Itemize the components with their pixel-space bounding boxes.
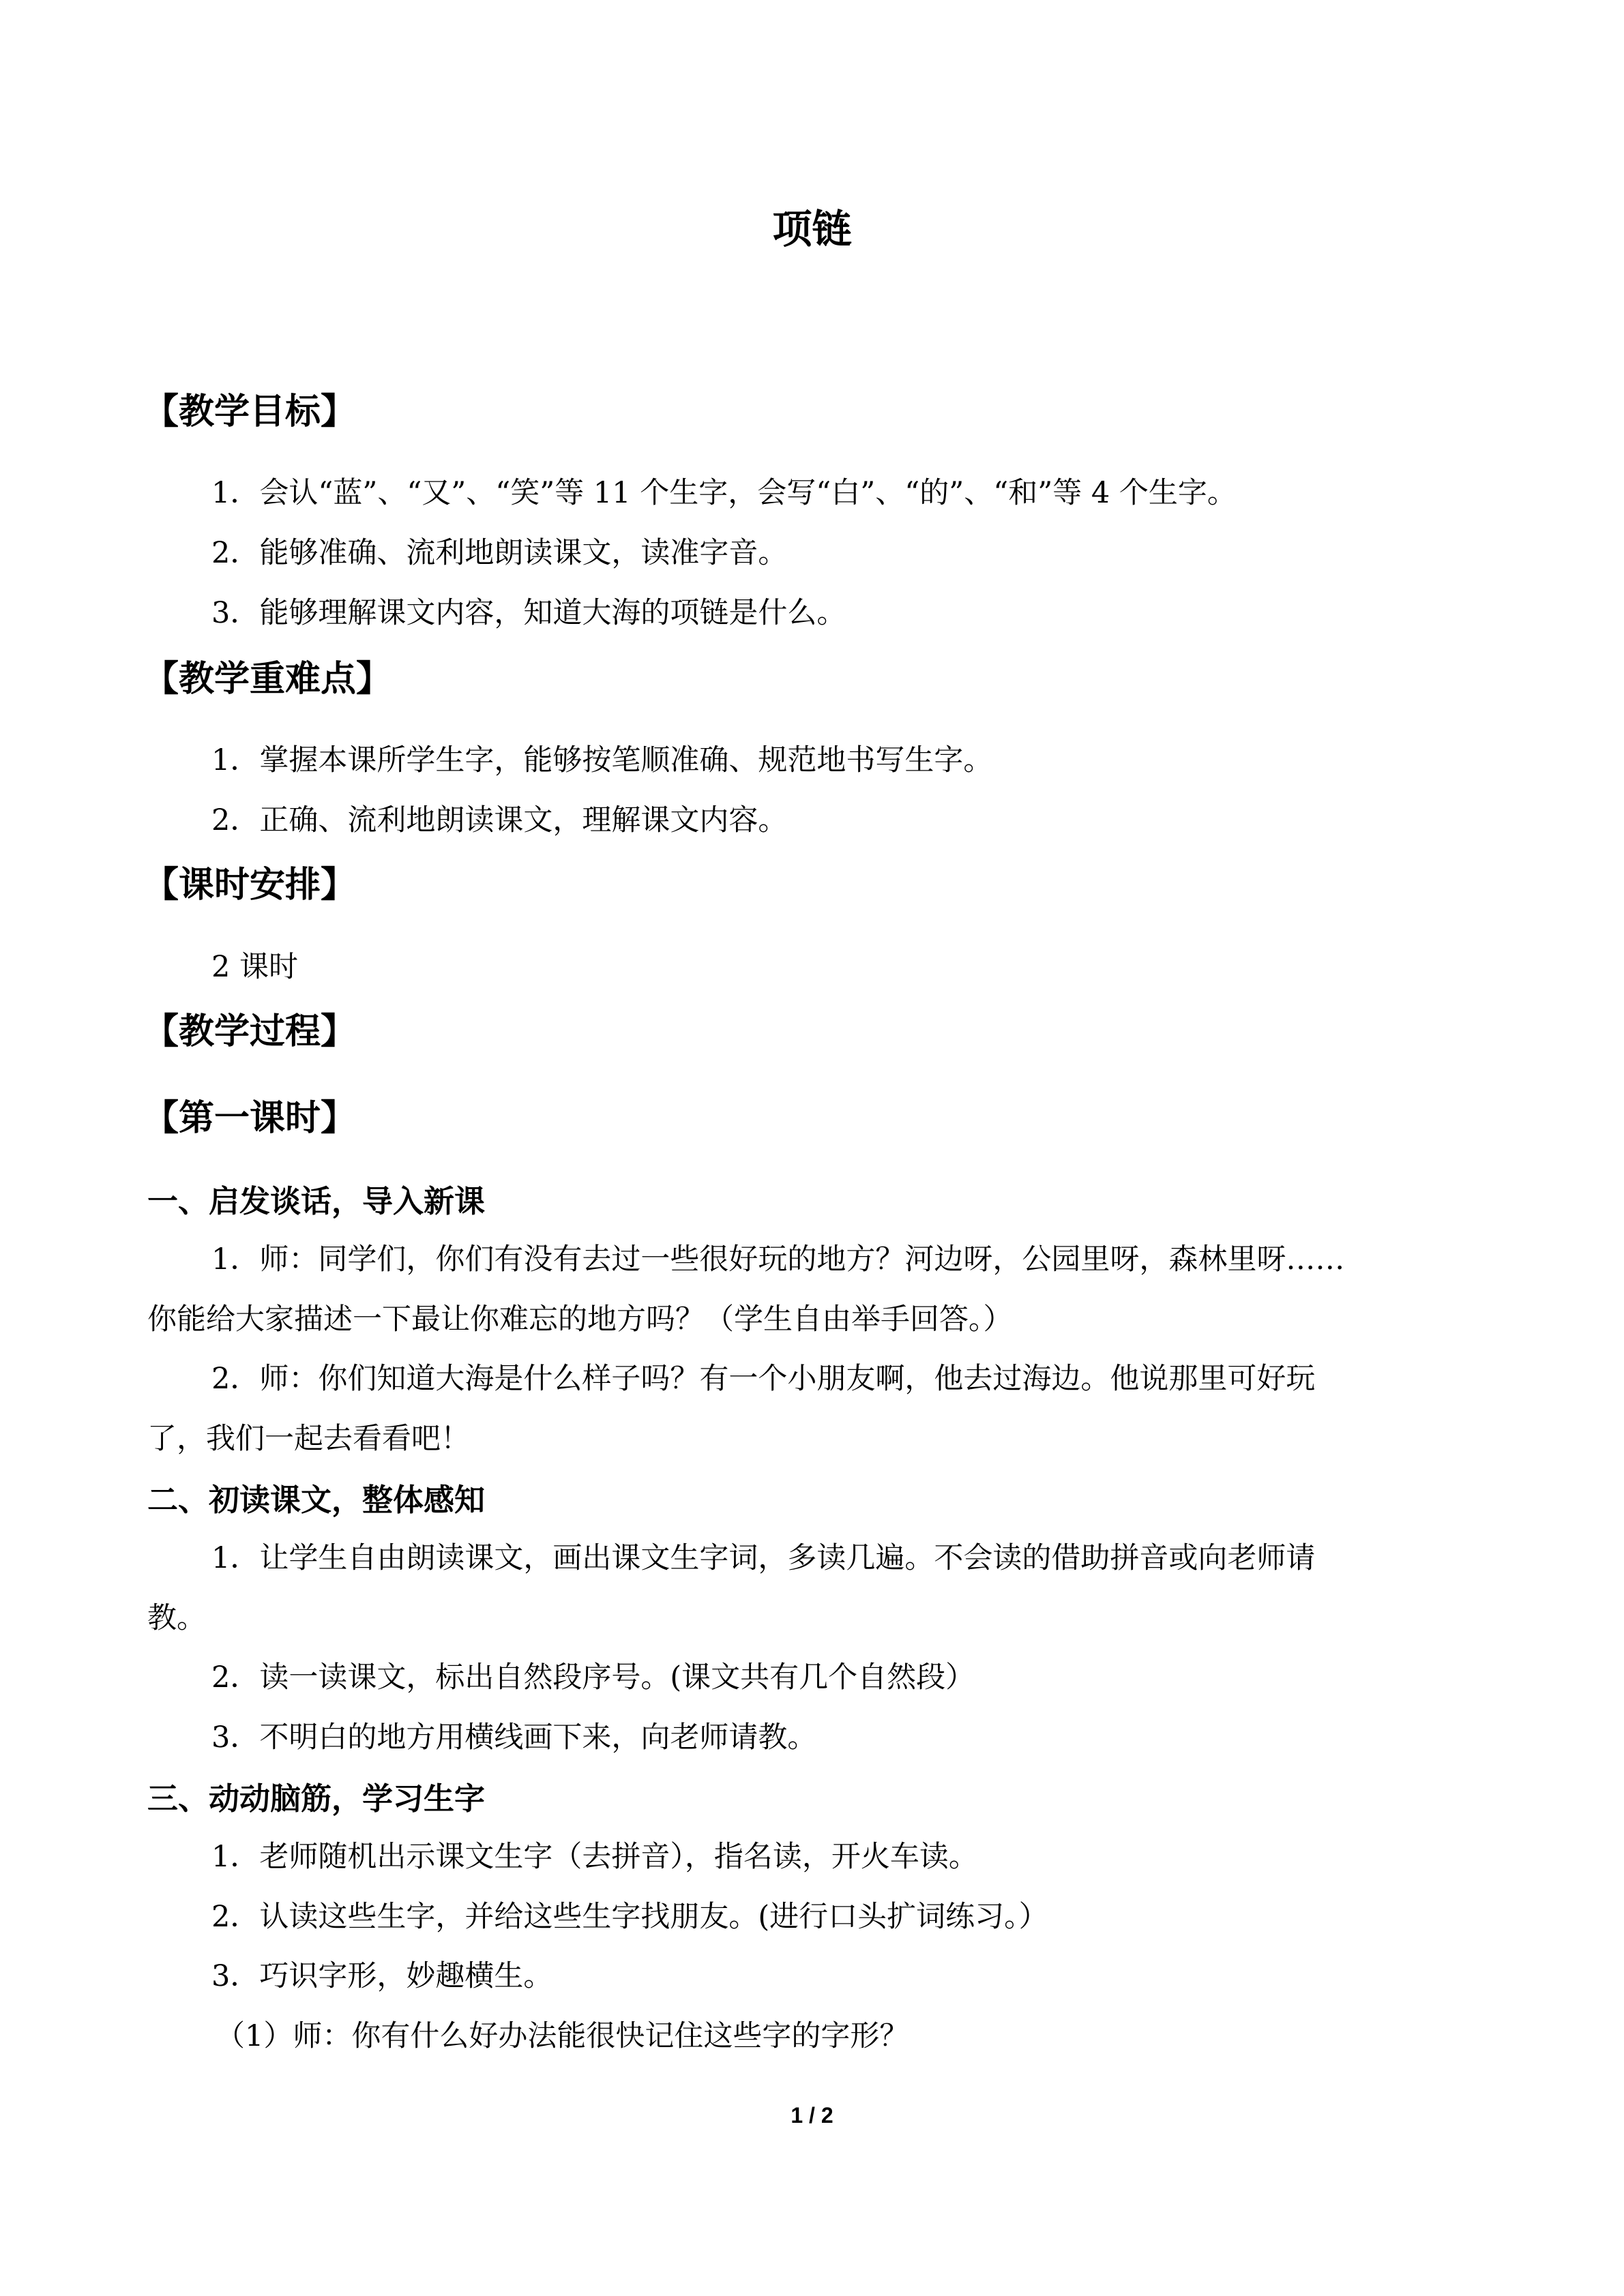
lesson-line: 2．认读这些生字，并给这些生字找朋友。(进行口头扩词练习。） <box>211 1900 1048 1934</box>
document-title: 项链 <box>772 206 852 252</box>
lesson-part-heading: 三、动动脑筋，学习生字 <box>147 1780 486 1817</box>
objective-item: 2．能够准确、流利地朗读课文，读准字音。 <box>211 536 788 570</box>
lesson-line: （1）师：你有什么好办法能很快记住这些字的字形？ <box>216 2019 909 2053</box>
lesson-part-heading: 二、初读课文，整体感知 <box>147 1482 486 1518</box>
lesson-line: 2．读一读课文，标出自然段序号。(课文共有几个自然段） <box>211 1660 975 1695</box>
section-heading-key-points: 【教学重难点】 <box>143 658 392 700</box>
lesson-line: 了，我们一起去看看吧！ <box>147 1422 470 1456</box>
lesson-line: 你能给大家描述一下最让你难忘的地方吗？（学生自由举手回答。） <box>147 1302 1013 1337</box>
section-heading-schedule: 【课时安排】 <box>143 864 357 906</box>
page-number: 1 / 2 <box>791 2103 833 2128</box>
key-point-item: 1．掌握本课所学生字，能够按笔顺准确、规范地书写生字。 <box>211 743 993 777</box>
lesson-line: 3．不明白的地方用横线画下来，向老师请教。 <box>211 1720 817 1755</box>
lesson-part-heading: 一、启发谈话，导入新课 <box>147 1183 486 1219</box>
objective-item: 1．会认“蓝”、“又”、“笑”等 11 个生字，会写“白”、“的”、“和”等 4 个生字。 <box>211 476 1237 510</box>
section-heading-process: 【教学过程】 <box>143 1011 357 1052</box>
key-point-item: 2．正确、流利地朗读课文，理解课文内容。 <box>211 803 788 837</box>
lesson-line: 教。 <box>147 1601 206 1635</box>
lesson-line: 3．巧识字形，妙趣横生。 <box>211 1959 553 1993</box>
lesson-line: 2．师：你们知道大海是什么样子吗？有一个小朋友啊，他去过海边。他说那里可好玩 <box>211 1362 1316 1396</box>
lesson-line: 1．师：同学们，你们有没有去过一些很好玩的地方？河边呀，公园里呀，森林里呀…… <box>211 1242 1345 1277</box>
lesson-line: 1．让学生自由朗读课文，画出课文生字词，多读几遍。不会读的借助拼音或向老师请 <box>211 1541 1316 1575</box>
section-heading-objectives: 【教学目标】 <box>143 391 357 432</box>
section-heading-lesson1: 【第一课时】 <box>143 1097 357 1139</box>
lesson-line: 1．老师随机出示课文生字（去拼音），指名读，开火车读。 <box>211 1840 978 1874</box>
objective-item: 3．能够理解课文内容，知道大海的项链是什么。 <box>211 596 846 630</box>
schedule-text: 2 课时 <box>211 950 299 984</box>
